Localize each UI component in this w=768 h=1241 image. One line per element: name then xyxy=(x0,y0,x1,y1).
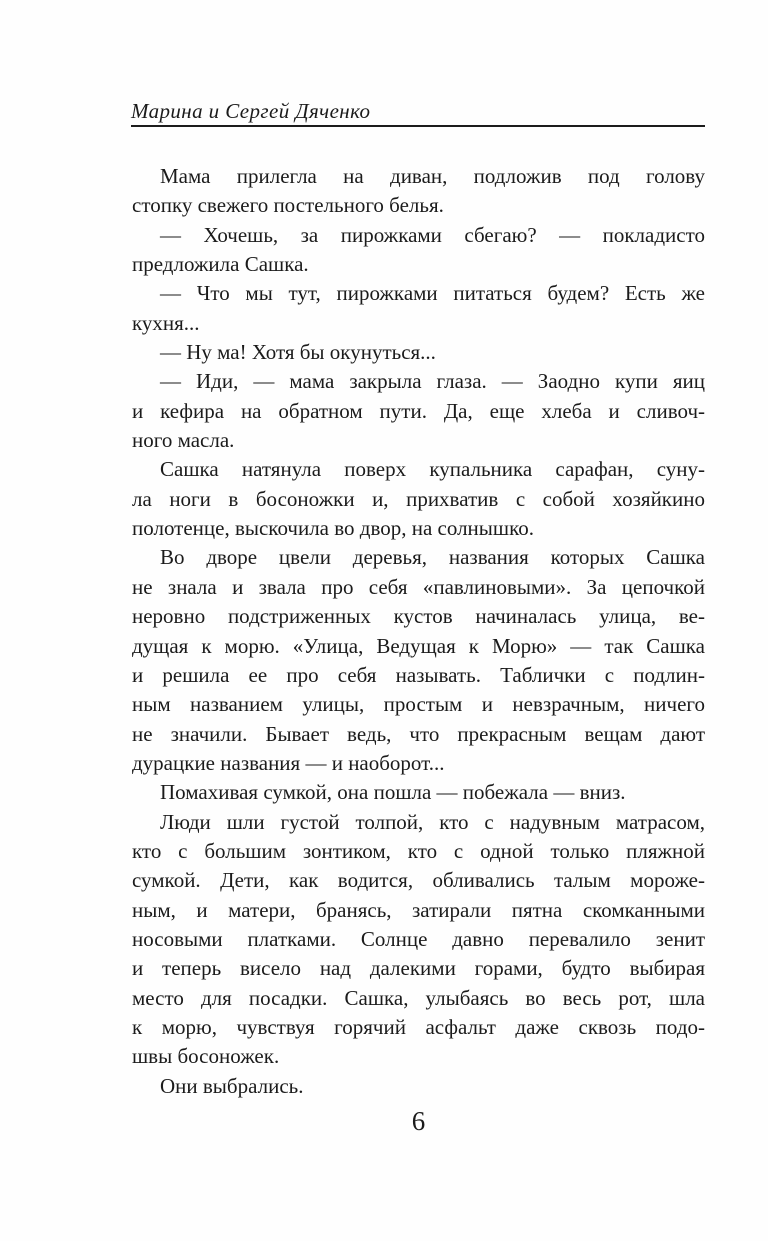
text-line: кто с большим зонтиком, кто с одной только пляжной xyxy=(132,838,705,863)
text-line: дурацкие названия — и наоборот... xyxy=(132,750,445,775)
text-line: носовыми платками. Солнце давно перевалило зенит xyxy=(132,926,705,951)
text-line: не знала и звала про себя «павлиновыми». За цепочкой xyxy=(132,574,705,599)
paragraph xyxy=(132,162,705,221)
text-line: — Ну ма! Хотя бы окунуться... xyxy=(160,340,436,365)
text-line: — Хочешь, за пирожками сбегаю? — покладисто xyxy=(160,222,705,247)
paragraph xyxy=(132,367,705,455)
text-line: — Что мы тут, пирожками питаться будем? Есть же xyxy=(160,281,705,306)
text-line: не значили. Бывает ведь, что прекрасным вещам дают xyxy=(132,721,705,746)
text-line: неровно подстриженных кустов начиналась улица, ве- xyxy=(132,604,705,629)
text-line: ным, и матери, бранясь, затирали пятна скомканными xyxy=(132,897,705,922)
text-line: ным названием улицы, простым и невзрачным, ничего xyxy=(132,692,705,717)
paragraph xyxy=(132,808,705,1072)
text-line: и кефира на обратном пути. Да, еще хлеба и сливоч- xyxy=(132,398,705,423)
text-line: предложила Сашка. xyxy=(132,252,309,277)
text-line: ла ноги в босоножки и, прихватив с собой хозяйкино xyxy=(132,486,705,511)
paragraph xyxy=(132,778,705,807)
text-line: сумкой. Дети, как водится, обливались талым мороже- xyxy=(132,868,705,893)
page-body xyxy=(132,162,705,1101)
paragraph xyxy=(132,338,705,367)
text-line: — Иди, — мама закрыла глаза. — Заодно купи яиц xyxy=(160,369,705,394)
text-line: место для посадки. Сашка, улыбаясь во весь рот, шла xyxy=(132,985,705,1010)
text-line: стопку свежего постельного белья. xyxy=(132,193,444,218)
text-line: ного масла. xyxy=(132,428,235,453)
text-line: полотенце, выскочила во двор, на солнышко. xyxy=(132,516,534,541)
text-line: Люди шли густой толпой, кто с надувным матрасом, xyxy=(160,809,705,834)
paragraph xyxy=(132,279,705,338)
text-line: Они выбрались. xyxy=(160,1073,304,1098)
text-line: и решила ее про себя называть. Таблички с подлин- xyxy=(132,662,705,687)
text-line: Мама прилегла на диван, подложив под голову xyxy=(160,164,705,188)
paragraph xyxy=(132,543,705,778)
text-line: к морю, чувствуя горячий асфальт даже сквозь подо- xyxy=(132,1014,705,1039)
text-line: Во дворе цвели деревья, названия которых Сашка xyxy=(160,545,705,570)
text-line: Помахивая сумкой, она пошла — побежала — вниз. xyxy=(160,780,626,805)
text-line: Сашка натянула поверх купальника сарафан, суну- xyxy=(160,457,705,482)
page-number: 6 xyxy=(411,1106,426,1136)
header-rule xyxy=(131,125,705,127)
paragraph xyxy=(132,455,705,543)
text-line: швы босоножек. xyxy=(132,1044,280,1069)
running-header: Марина и Сергей Дяченко xyxy=(131,99,371,123)
text-line: и теперь висело над далекими горами, будто выбирая xyxy=(132,956,705,981)
text-line: дущая к морю. «Улица, Ведущая к Морю» — так Сашка xyxy=(132,633,705,658)
text-line: кухня... xyxy=(132,310,200,335)
paragraph xyxy=(132,1072,705,1101)
paragraph xyxy=(132,221,705,280)
